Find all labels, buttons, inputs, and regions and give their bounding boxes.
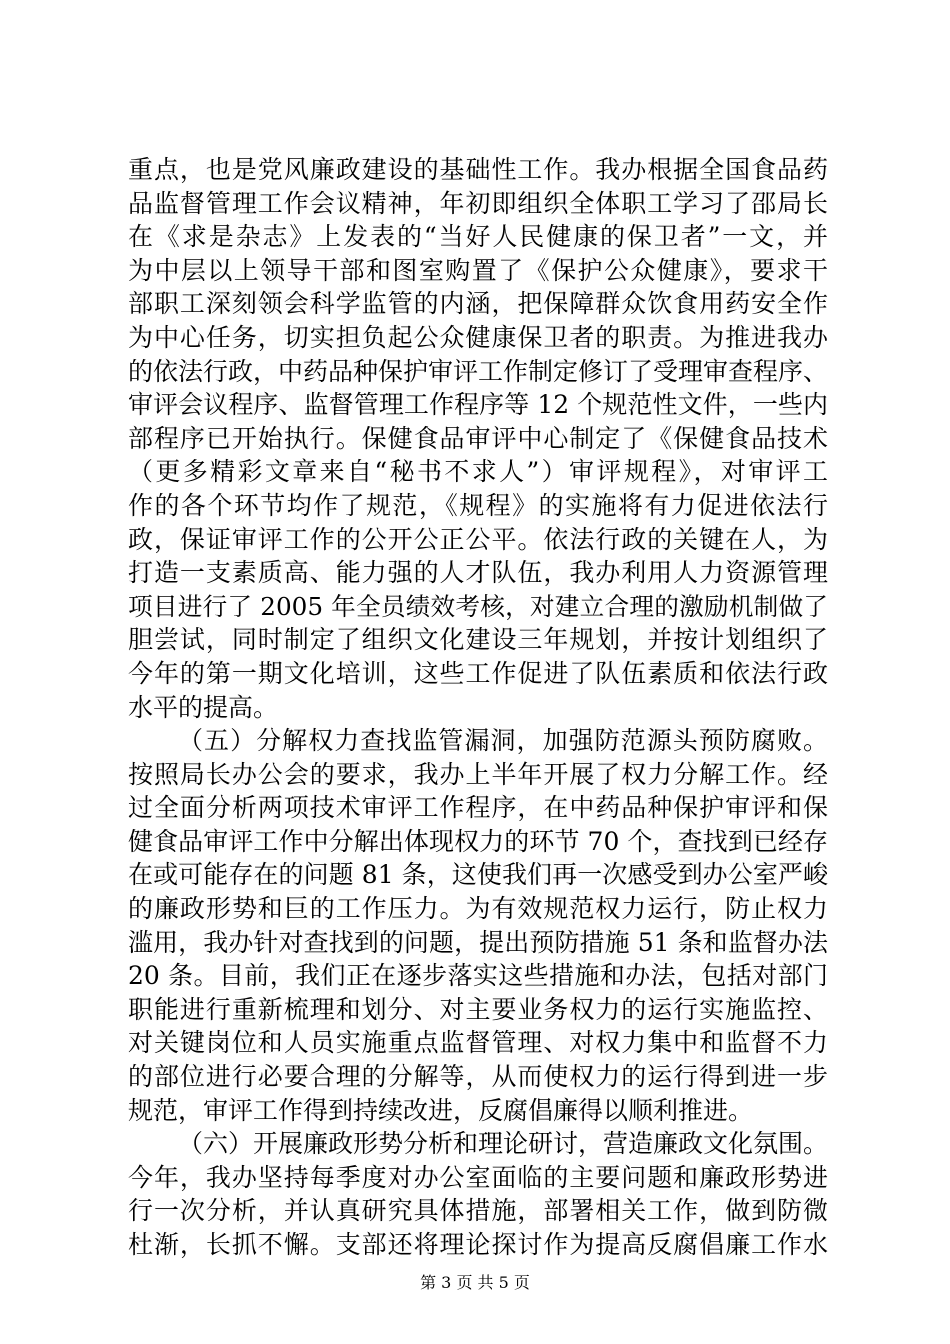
text-line: 为中层以上领导干部和图室购置了《保护公众健康》，要求干 [128,255,828,285]
text-line: 政，保证审评工作的公开公正公平。依法行政的关键在人，为 [128,524,828,554]
text-line: 行一次分析，并认真研究具体措施，部署相关工作，做到防微 [128,1196,828,1226]
text-line: 打造一支素质高、能力强的人才队伍，我办利用人力资源管理 [128,558,828,588]
text-line: 的部位进行必要合理的分解等，从而使权力的运行得到进一步 [128,1062,828,1092]
text-line: （五）分解权力查找监管漏洞，加强防范源头预防腐败。 [178,726,828,756]
text-line: 在或可能存在的问题 81 条，这使我们再一次感受到办公室严峻 [128,860,828,890]
text-line: （更多精彩文章来自“秘书不求人”）审评规程》，对审评工 [128,457,828,487]
text-line: 重点，也是党风廉政建设的基础性工作。我办根据全国食品药 [128,155,828,184]
text-line: 今年，我办坚持每季度对办公室面临的主要问题和廉政形势进 [128,1162,828,1192]
document-body [128,153,828,1262]
text-line: 的依法行政，中药品种保护审评工作制定修订了受理审查程序、 [128,356,829,386]
text-line: 水平的提高。 [128,692,279,722]
text-line: 按照局长办公会的要求，我办上半年开展了权力分解工作。经 [128,759,828,789]
text-line: 过全面分析两项技术审评工作程序，在中药品种保护审评和保 [128,793,828,823]
text-line: （六）开展廉政形势分析和理论研讨，营造廉政文化氛围。 [178,1129,829,1159]
text-line: 20 条。目前，我们正在逐步落实这些措施和办法，包括对部门 [128,961,828,991]
text-line: 为中心任务，切实担负起公众健康保卫者的职责。为推进我办 [128,322,828,352]
text-line: 部程序已开始执行。保健食品审评中心制定了《保健食品技术 [128,423,828,453]
text-line: 品监督管理工作会议精神，年初即组织全体职工学习了邵局长 [128,188,828,218]
text-line: 健食品审评工作中分解出体现权力的环节 70 个，查找到已经存 [128,826,828,856]
text-line: 项目进行了 2005 年全员绩效考核，对建立合理的激励机制做了 [128,591,828,621]
text-line: 滥用，我办针对查找到的问题，提出预防措施 51 条和监督办法 [128,927,828,957]
text-line: 对关键岗位和人员实施重点监督管理、对权力集中和监督不力 [128,1028,828,1058]
text-line: 审评会议程序、监督管理工作程序等 12 个规范性文件，一些内 [128,390,828,420]
text-line: 杜渐，长抓不懈。支部还将理论探讨作为提高反腐倡廉工作水 [128,1230,828,1259]
text-line: 规范，审评工作得到持续改进，反腐倡廉得以顺利推进。 [128,1095,754,1125]
text-line: 作的各个环节均作了规范，《规程》的实施将有力促进依法行 [128,490,828,520]
text-line: 今年的第一期文化培训，这些工作促进了队伍素质和依法行政 [128,658,828,688]
text-line: 的廉政形势和巨的工作压力。为有效规范权力运行，防止权力 [128,894,828,924]
text-line: 胆尝试，同时制定了组织文化建设三年规划，并按计划组织了 [128,625,828,655]
page-footer: 第 3 页 共 5 页 [420,1273,530,1292]
text-line: 部职工深刻领会科学监管的内涵，把保障群众饮食用药安全作 [128,289,828,319]
text-line: 职能进行重新梳理和划分、对主要业务权力的运行实施监控、 [128,994,828,1024]
text-line: 在《求是杂志》上发表的“当好人民健康的保卫者”一文，并 [128,222,828,252]
